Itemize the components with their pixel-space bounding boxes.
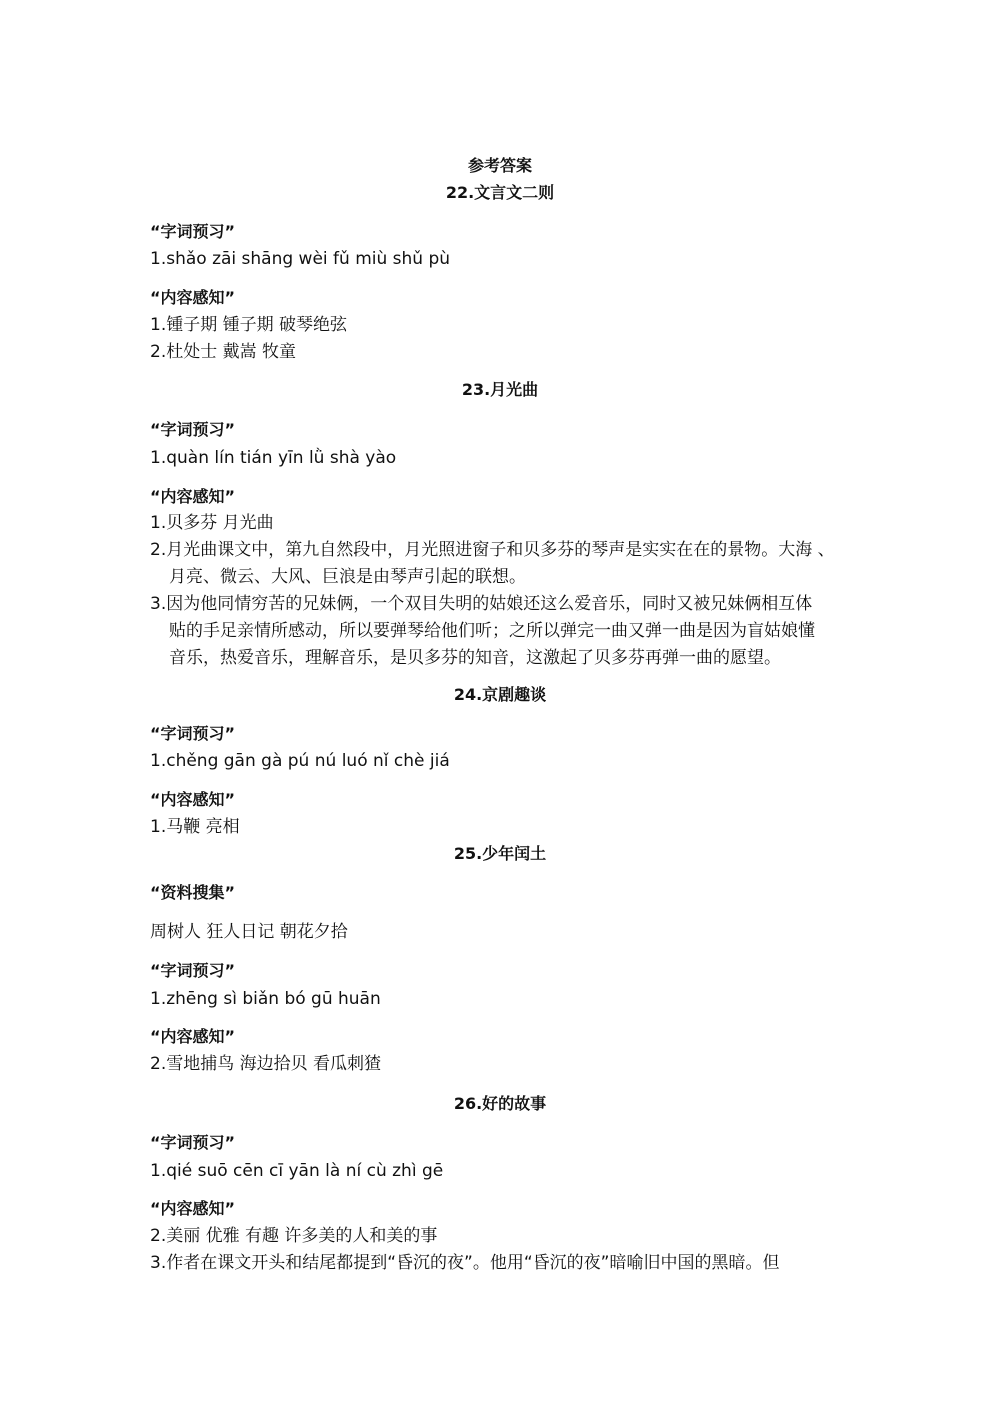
content-line: 1.贝多芬 月光曲 bbox=[150, 513, 274, 533]
word-preview-line: 1.qié suō cēn cī yān là ní cù zhì gē bbox=[150, 1161, 444, 1181]
section-title-23: 23.月光曲 bbox=[461, 380, 539, 399]
section-title-24: 24.京剧趣谈 bbox=[453, 685, 547, 704]
research-line: 周树人 狂人日记 朝花夕拾 bbox=[150, 922, 348, 942]
word-preview-line: 1.shǎo zāi shāng wèi fǔ miù shǔ pù bbox=[150, 249, 451, 269]
word-preview-heading: “字词预习” bbox=[150, 222, 236, 241]
doc-title: 参考答案 bbox=[467, 156, 532, 175]
content-line: 2.美丽 优雅 有趣 许多美的人和美的事 bbox=[150, 1226, 438, 1246]
content-line: 3.因为他同情穷苦的兄妹俩，一个双目失明的姑娘还这么爱音乐，同时又被兄妹俩相互体 bbox=[150, 594, 813, 614]
content-line: 音乐，热爱音乐，理解音乐，是贝多芬的知音，这激起了贝多芬再弹一曲的愿望。 bbox=[169, 648, 781, 668]
content-line: 3.作者在课文开头和结尾都提到“昏沉的夜”。他用“昏沉的夜”暗喻旧中国的黑暗。但 bbox=[150, 1253, 780, 1273]
content-line: 1.马鞭 亮相 bbox=[150, 817, 240, 837]
content-line: 2.雪地捕鸟 海边拾贝 看瓜刺猹 bbox=[150, 1054, 382, 1074]
content-line: 月亮、微云、大风、巨浪是由琴声引起的联想。 bbox=[169, 567, 526, 587]
word-preview-line: 1.zhēng sì biǎn bó gū huān bbox=[150, 989, 381, 1009]
content-heading: “内容感知” bbox=[150, 1199, 236, 1218]
content-heading: “内容感知” bbox=[150, 790, 236, 809]
content-line: 2.月光曲课文中，第九自然段中，月光照进窗子和贝多芬的琴声是实实在在的景物。大海 、 bbox=[150, 540, 835, 560]
section-title-22: 22.文言文二则 bbox=[445, 183, 555, 202]
content-line: 贴的手足亲情所感动，所以要弹琴给他们听；之所以弹完一曲又弹一曲是因为盲姑娘懂 bbox=[169, 621, 815, 641]
section-title-26: 26.好的故事 bbox=[453, 1094, 547, 1113]
content-heading: “内容感知” bbox=[150, 288, 236, 307]
research-heading: “资料搜集” bbox=[150, 883, 236, 902]
content-heading: “内容感知” bbox=[150, 1027, 236, 1046]
content-line: 1.锺子期 锺子期 破琴绝弦 bbox=[150, 315, 348, 335]
content-line: 2.杜处士 戴嵩 牧童 bbox=[150, 342, 297, 362]
word-preview-heading: “字词预习” bbox=[150, 420, 236, 439]
word-preview-heading: “字词预习” bbox=[150, 961, 236, 980]
word-preview-line: 1.chěng gān gà pú nú luó nǐ chè jiá bbox=[150, 751, 450, 771]
section-title-25: 25.少年闰土 bbox=[453, 844, 547, 863]
word-preview-heading: “字词预习” bbox=[150, 724, 236, 743]
content-heading: “内容感知” bbox=[150, 487, 236, 506]
word-preview-heading: “字词预习” bbox=[150, 1133, 236, 1152]
word-preview-line: 1.quàn lín tián yīn lǜ shà yào bbox=[150, 448, 397, 468]
